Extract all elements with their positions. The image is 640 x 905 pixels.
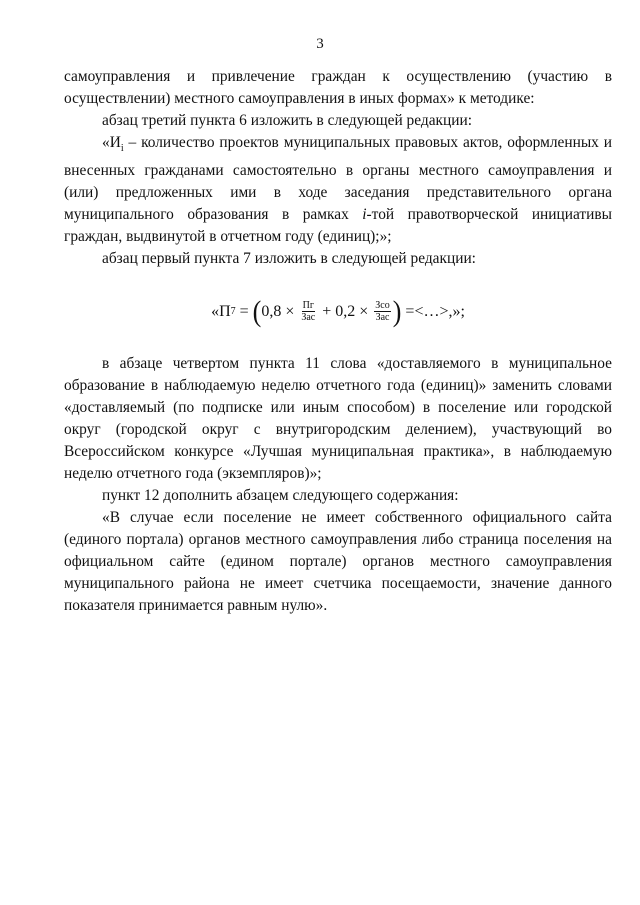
paragraph-3: [64, 132, 612, 248]
formula-eq: =: [235, 302, 253, 320]
variable-name: «И: [102, 134, 121, 151]
formula-tail: =<…>,»;: [401, 302, 465, 320]
document-body: [64, 66, 612, 617]
fraction-1-denominator: Зас: [301, 312, 316, 324]
fraction-1-numerator: Пг: [302, 300, 314, 312]
paragraph-6: пункт 12 дополнить абзацем следующего содержания:: [102, 487, 459, 505]
formula: [64, 294, 612, 328]
fraction-2-denominator: Зас: [375, 312, 390, 324]
page-number: 3: [316, 36, 324, 52]
paragraph-5: в абзаце четвертом пункта 11 слова «доставляемого в муниципальное образование в наблюдаемую неделю отчетного года (единиц)» заменить словами «доставляемый (по подписке или иным способом) в поселение или городской округ (городской округ с внутригородским делением), участвующий во Всероссийском конкурсе «Лучшая муниципальная практика», в наблюдаемую неделю отчетного года (экземпляров)»;: [64, 355, 612, 483]
formula-open-paren: (: [252, 294, 262, 328]
variable-subscript: i: [120, 143, 124, 155]
formula-lead-subscript: 7: [230, 305, 236, 317]
formula-coef1: 0,8 ×: [261, 302, 299, 320]
formula-plus: + 0,2 ×: [318, 302, 373, 320]
formula-lead: «П: [211, 302, 231, 320]
fraction-2-numerator: Зсо: [375, 300, 390, 312]
paragraph-2: абзац третий пункта 6 изложить в следующей редакции:: [102, 112, 472, 129]
paragraph-1: самоуправления и привлечение граждан к осуществлению (участию в осуществлении) местного самоуправления в иных формах» к методике:: [64, 68, 612, 107]
formula-close-paren: ): [392, 294, 402, 328]
paragraph-3-text-b: -той правотворческой инициативы граждан, выдвинутой в отчетном году (единиц);»;: [64, 206, 613, 246]
paragraph-3-italic: i: [362, 206, 367, 224]
paragraph-4: абзац первый пункта 7 изложить в следующей редакции:: [102, 250, 476, 268]
formula-fraction-2: [374, 300, 390, 323]
paragraph-7: «В случае если поселение не имеет собственного официального сайта (единого портала) органов местного самоуправления либо страница поселения на официальном сайте (едином портале) органов местного самоуправления муниципального района не имеет счетчика посещаемости, значение данного показателя принимается равным нулю».: [64, 509, 612, 615]
formula-fraction-1: [300, 300, 316, 323]
paragraph-3-text-a: – количество проектов муниципальных правовых актов, оформленных и внесенных гражданами самостоятельно в органы местного самоуправления и (или) предложенных ими в ходе заседания представительного органа муниципального образования в рамках: [64, 134, 612, 224]
